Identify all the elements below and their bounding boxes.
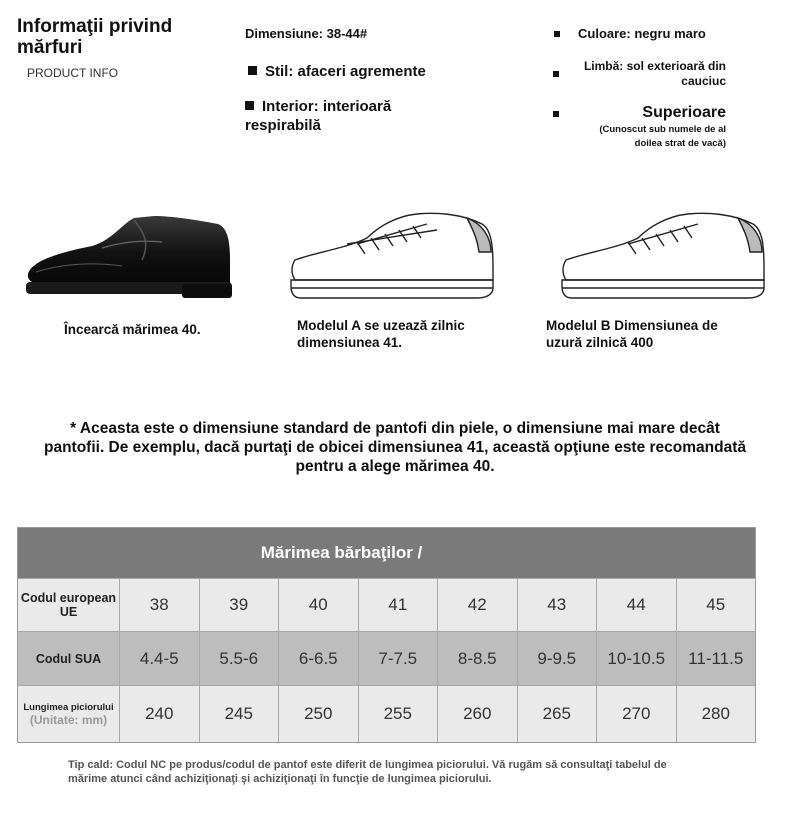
- table-cell: 8-8.5: [438, 632, 518, 685]
- shoe-caption-2: Modelul A se uzează zilnic dimensiunea 41.: [297, 318, 465, 350]
- table-cell: 255: [359, 686, 439, 742]
- table-cell: 4.4-5: [120, 632, 200, 685]
- table-cell: 245: [200, 686, 280, 742]
- table-cell: 250: [279, 686, 359, 742]
- shoe-caption-1: Încearcă mărimea 40.: [64, 322, 201, 337]
- attr-stil-text: Stil: afaceri agremente: [265, 63, 426, 80]
- attr-interior-text: Interior: interioară respirabilă: [245, 98, 392, 134]
- sneaker-model-a-sketch: [287, 208, 497, 303]
- table-row-eu: [18, 578, 755, 631]
- attr-superioare-note: (Cunoscut sub numele de al doilea strat de vacă): [599, 124, 726, 149]
- table-cell: 42: [438, 579, 518, 631]
- attr-culoare: [554, 24, 706, 43]
- square-bullet-icon: [553, 111, 559, 117]
- size-table: [17, 527, 756, 743]
- table-cell: 39: [200, 579, 280, 631]
- size-table-title: Mărimea bărbaţilor /: [18, 528, 755, 578]
- square-bullet-icon: [553, 71, 559, 77]
- table-cell: 40: [279, 579, 359, 631]
- table-cell: 11-11.5: [688, 648, 744, 668]
- table-row-length: [18, 685, 755, 742]
- attr-stil: [248, 62, 426, 81]
- table-cell: 44: [597, 579, 677, 631]
- table-cell: 280: [701, 704, 730, 723]
- attr-dimensiune: Dimensiune: 38-44#: [245, 26, 368, 41]
- row-label-length-unit: (Unitate: mm): [29, 712, 108, 727]
- attr-culoare-text: Culoare: negru maro: [578, 26, 706, 41]
- table-cell: 7-7.5: [359, 632, 439, 685]
- row-label-eu: Codul european UE: [18, 579, 120, 631]
- table-cell: 260: [438, 686, 518, 742]
- table-cell: 41: [359, 579, 439, 631]
- page-subtitle: PRODUCT INFO: [27, 66, 119, 80]
- table-cell: 265: [518, 686, 598, 742]
- square-bullet-icon: [248, 66, 257, 75]
- row-label-length-text: Lungimea piciorului: [23, 701, 114, 713]
- table-cell: 240: [120, 686, 200, 742]
- table-cell: 6-6.5: [279, 632, 359, 685]
- attr-interior: [245, 97, 445, 135]
- leather-shoe-image: [22, 212, 237, 302]
- attr-limba: Limbă: sol exterioară din cauciuc: [583, 59, 726, 88]
- shoe-caption-3: Modelul B Dimensiunea de uzură zilnică 400: [546, 318, 718, 350]
- row-label-us: Codul SUA: [18, 632, 120, 685]
- table-cell: 5.5-6: [200, 632, 280, 685]
- size-disclaimer: * Aceasta este o dimensiune standard de pantofi din piele, o dimensiune mai mare decât pantofii. De exemplu, dacă purtaţi de obicei dimensiunea 41, această opţiune este recomandată pentru a alege mărimea 40.: [43, 420, 747, 475]
- table-cell: 9-9.5: [518, 632, 598, 685]
- tip-note: Tip cald: Codul NC pe produs/codul de pantof este diferit de lungimea piciorului. Vă rugăm să consultaţi tabelul de mărime atunci când achiziţionaţi şi achiziţionaţi în funcţie de lungimea piciorului.: [68, 759, 667, 785]
- page-title: Informaţii privind mărfuri: [17, 16, 173, 58]
- table-cell: 10-10.5: [597, 632, 677, 685]
- table-cell: 45: [706, 595, 726, 614]
- square-bullet-icon: [554, 31, 560, 37]
- square-bullet-icon: [245, 101, 254, 110]
- sneaker-model-b-sketch: [558, 208, 768, 303]
- table-row-us: [18, 631, 755, 685]
- table-cell: 270: [597, 686, 677, 742]
- attr-superioare: Superioare: [642, 104, 726, 121]
- table-cell: 43: [518, 579, 598, 631]
- row-label-length: [18, 686, 120, 742]
- table-cell: 38: [120, 579, 200, 631]
